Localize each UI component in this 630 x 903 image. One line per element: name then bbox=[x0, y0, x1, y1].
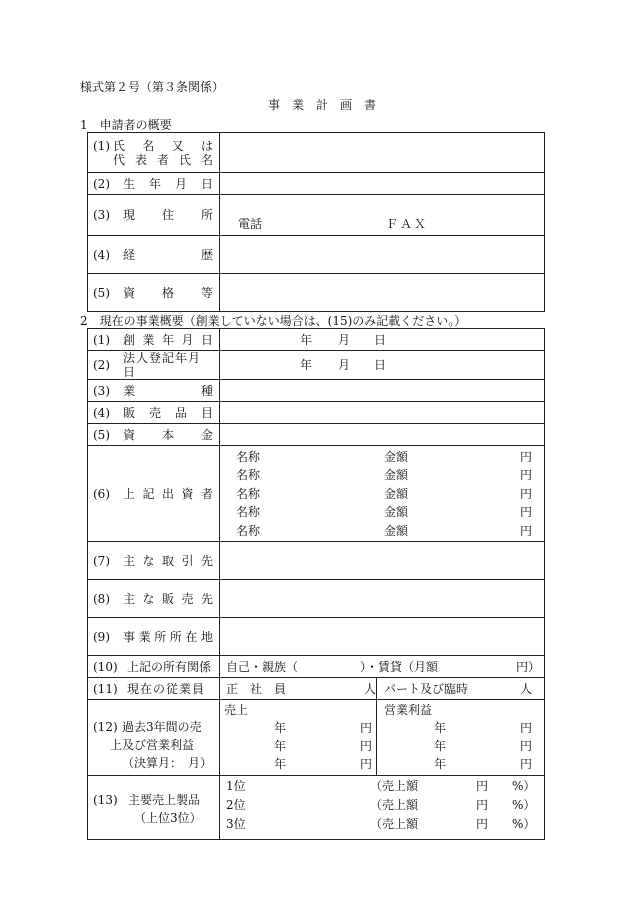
investor-name: 名称 bbox=[236, 486, 261, 501]
sales-divider bbox=[376, 700, 377, 776]
address-field[interactable] bbox=[220, 195, 545, 236]
product-pct: %） bbox=[512, 797, 536, 812]
investor-name: 名称 bbox=[236, 449, 261, 464]
investor-name: 名称 bbox=[236, 468, 261, 482]
sales-year: 年 bbox=[434, 756, 447, 771]
product-rank: 3位 bbox=[226, 816, 246, 831]
row-products: (4) 販 売 品 目 bbox=[88, 402, 545, 424]
investors-field[interactable] bbox=[220, 446, 545, 542]
product-yen: 円 bbox=[476, 797, 489, 812]
industry-field[interactable] bbox=[220, 380, 545, 402]
founding-date-field[interactable]: 年 月 日 bbox=[220, 329, 545, 351]
product-rank: 2位 bbox=[226, 797, 246, 812]
sales-year: 年 bbox=[274, 756, 287, 771]
product-yen: 円 bbox=[476, 778, 489, 793]
row-employees: (11) 現在の従業員 正 社 員 人 パート及び臨時 人 bbox=[88, 678, 545, 700]
employees-divider bbox=[376, 678, 377, 700]
investor-name: 名称 bbox=[236, 505, 261, 519]
row-career: (4) 経 歴 bbox=[88, 236, 545, 274]
product-sales: （売上額 bbox=[370, 816, 419, 831]
sales-year: 年 bbox=[434, 720, 447, 735]
sales-yen: 円 bbox=[520, 756, 533, 771]
ownership-field[interactable]: 自己・親族（ ）・賃貸（月額 円） bbox=[220, 656, 545, 678]
section2-heading: 2 現在の事業概要（創業していない場合は、(15)のみ記載ください。） bbox=[80, 314, 467, 328]
incorporation-date-field[interactable]: 年 月 日 bbox=[220, 351, 545, 380]
investor-unit: 円 bbox=[520, 449, 533, 464]
row-incorporation: (2) 法人登記年月日 年 月 日 bbox=[88, 351, 545, 380]
row-founding: (1) 創 業 年 月 日 年 月 日 bbox=[88, 329, 545, 351]
product-yen: 円 bbox=[476, 816, 489, 831]
product-pct: %） bbox=[512, 816, 536, 831]
investor-amount: 金額 bbox=[384, 505, 409, 519]
investor-amount: 金額 bbox=[384, 468, 409, 482]
sales-yen: 円 bbox=[520, 720, 533, 735]
clients-field[interactable] bbox=[220, 542, 545, 580]
birthdate-field[interactable] bbox=[220, 173, 545, 195]
capital-field[interactable] bbox=[220, 424, 545, 446]
row-investors: (6) 上 記 出 資 者 名称 金額 円 名称 金額 円 名称 金額 円 名称 金額 円 名称 金額 円 bbox=[88, 446, 545, 542]
business-table bbox=[87, 328, 545, 840]
row-birthdate: (2) 生 年 月 日 bbox=[88, 173, 545, 195]
phone-label: 電話 bbox=[238, 217, 263, 231]
sales-yen: 円 bbox=[360, 720, 373, 735]
investor-unit: 円 bbox=[520, 468, 533, 482]
fax-label: ＦＡＸ bbox=[386, 217, 429, 231]
row-office-location: (9) 事 業 所 所 在 地 bbox=[88, 618, 545, 656]
row-sales-history: (12) 過去3年間の売 上及び営業利益 （決算月： 月） 売上 営業利益 年 円 年 円 年 円 年 円 年 円 年 円 bbox=[88, 700, 545, 776]
row-clients: (7) 主 な 取 引 先 bbox=[88, 542, 545, 580]
top-products-field[interactable] bbox=[220, 776, 545, 840]
row-ownership: (10) 上記の所有関係 自己・親族（ ）・賃貸（月額 円） bbox=[88, 656, 545, 678]
label-name: (1) 氏 名 又 は 代 表 者 氏 名 bbox=[93, 138, 213, 167]
sales-yen: 円 bbox=[360, 738, 373, 753]
row-top-products: (13) 主要売上製品 （上位3位） 1位 （売上額 円 %） 2位 （売上額 円 %） 3位 （売上額 円 %） bbox=[88, 776, 545, 840]
product-sales: （売上額 bbox=[370, 778, 419, 793]
row-sales-destinations: (8) 主 な 販 売 先 bbox=[88, 580, 545, 618]
section1-heading: 1 申請者の概要 bbox=[80, 118, 172, 132]
sales-yen: 円 bbox=[360, 756, 373, 771]
product-pct: %） bbox=[512, 778, 536, 793]
row-name bbox=[88, 133, 545, 173]
row-capital: (5) 資 本 金 bbox=[88, 424, 545, 446]
career-field[interactable] bbox=[220, 236, 545, 274]
product-sales: （売上額 bbox=[370, 797, 419, 812]
employees-field[interactable]: 正 社 員 人 パート及び臨時 人 bbox=[220, 678, 545, 700]
sales-year: 年 bbox=[274, 738, 287, 753]
sales-yen: 円 bbox=[520, 738, 533, 753]
investor-unit: 円 bbox=[520, 523, 533, 538]
row-address: (3) 現 住 所 電話 ＦＡＸ bbox=[88, 195, 545, 236]
document-title: 事 業 計 画 書 bbox=[268, 98, 377, 112]
investor-amount: 金額 bbox=[384, 486, 409, 501]
investor-unit: 円 bbox=[520, 486, 533, 501]
sales-destinations-field[interactable] bbox=[220, 580, 545, 618]
row-qualifications: (5) 資 格 等 bbox=[88, 274, 545, 312]
sales-history-field[interactable]: 売上 営業利益 年 円 年 円 年 円 年 円 年 円 年 円 bbox=[220, 700, 545, 776]
investor-name: 名称 bbox=[236, 523, 261, 538]
name-field[interactable] bbox=[220, 133, 545, 173]
qualifications-field[interactable] bbox=[220, 274, 545, 312]
investor-unit: 円 bbox=[520, 505, 533, 519]
office-location-field[interactable] bbox=[220, 618, 545, 656]
product-rank: 1位 bbox=[226, 778, 246, 793]
investor-amount: 金額 bbox=[384, 523, 409, 538]
investor-amount: 金額 bbox=[384, 449, 409, 464]
sales-year: 年 bbox=[274, 720, 287, 735]
products-field[interactable] bbox=[220, 402, 545, 424]
form-number: 様式第２号（第３条関係） bbox=[80, 80, 225, 94]
applicant-table bbox=[87, 132, 545, 312]
row-industry: (3) 業 種 bbox=[88, 380, 545, 402]
sales-year: 年 bbox=[434, 738, 447, 753]
